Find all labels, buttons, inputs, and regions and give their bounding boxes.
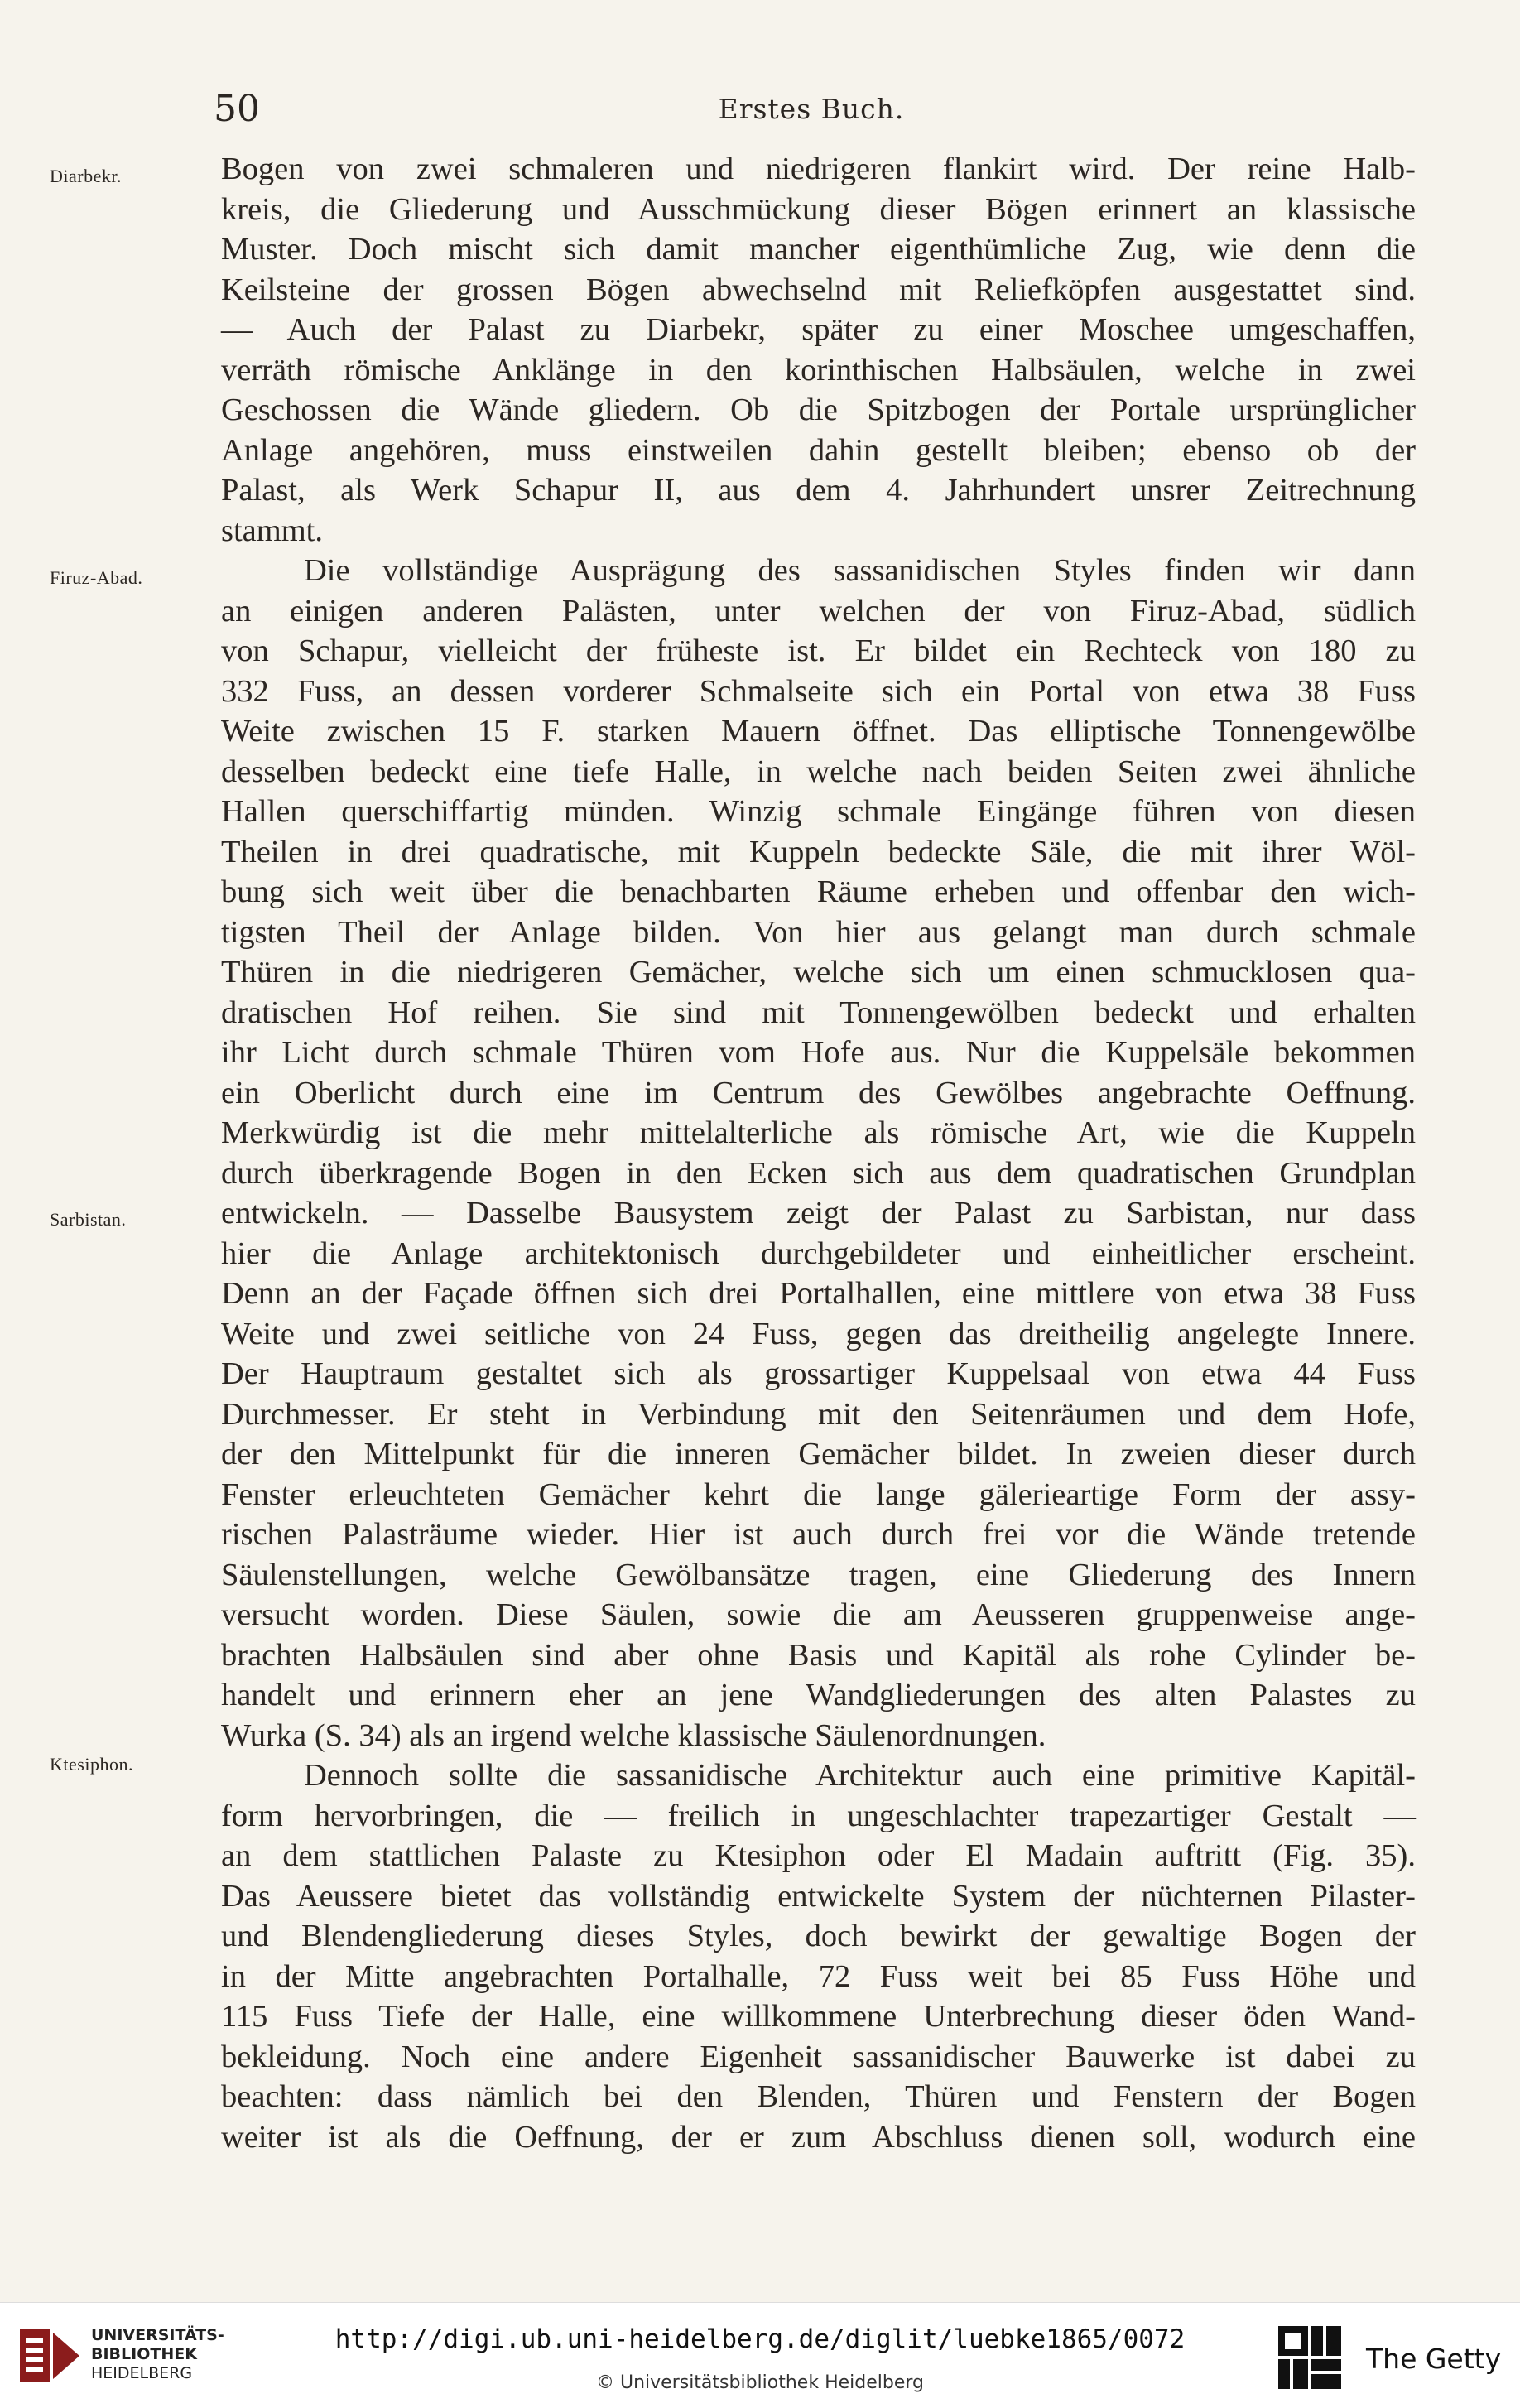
text-line: rischen Palasträume wieder. Hier ist auch durch frei vor die Wände tretende [221,1517,1416,1552]
text-line: Anlage angehören, muss einstweilen dahin gestellt bleiben; ebenso ob der [221,432,1416,468]
text-line: in der Mitte angebrachten Portalhalle, 72 Fuss weit bei 85 Fuss Höhe und [221,1958,1416,1994]
text-line: versucht worden. Diese Säulen, sowie die am Aeusseren gruppenweise ange- [221,1597,1416,1632]
text-line: — Auch der Palast zu Diarbekr, später zu einer Moschee umgeschaffen, [221,312,1416,347]
text-line: Wurka (S. 34) als an irgend welche klassische Säulenordnungen. [221,1717,1046,1753]
text-line: Theilen in drei quadratische, mit Kuppeln bedeckte Säle, die mit ihrer Wöl- [221,834,1416,869]
text-line: entwickeln. — Dasselbe Bausystem zeigt der Palast zu Sarbistan, nur dass [221,1196,1416,1230]
text-line: von Schapur, vielleicht der früheste ist. Er bildet ein Rechteck von 180 zu [221,633,1416,668]
text-line: Weite zwischen 15 F. starken Mauern öffnet. Das elliptische Tonnengewölbe [221,714,1416,749]
margin-note-sarbistan: Sarbistan. [50,1209,127,1230]
text-line: der den Mittelpunkt für die inneren Gemächer bildet. In zweien dieser durch [221,1437,1416,1471]
text-line: form hervorbringen, die — freilich in ungeschlachter trapezartiger Gestalt — [221,1798,1416,1833]
text-line: Keilsteine der grossen Bögen abwechselnd mit Reliefköpfen ausgestattet sind. [221,272,1416,307]
copyright-notice: © Universitätsbibliothek Heidelberg [595,2372,924,2393]
text-line: kreis, die Gliederung und Ausschmückung dieser Bögen erinnert an klassische [221,191,1416,227]
text-line: ein Oberlicht durch eine im Centrum des Gewölbes angebrachte Oeffnung. [221,1075,1416,1110]
text-line: an einigen anderen Palästen, unter welchen der von Firuz-Abad, südlich [221,593,1416,628]
text-line: ihr Licht durch schmale Thüren vom Hofe aus. Nur die Kuppelsäle bekommen [221,1035,1416,1070]
text-line: an dem stattlichen Palaste zu Ktesiphon oder El Madain auftritt (Fig. 35). [221,1838,1416,1873]
margin-note-ktesiphon: Ktesiphon. [50,1754,133,1775]
university-library-name: UNIVERSITÄTS- BIBLIOTHEK HEIDELBERG [91,2326,224,2382]
text-line: weiter ist als die Oeffnung, der er zum Abschluss dienen soll, wodurch eine [221,2119,1416,2155]
text-line: brachten Halbsäulen sind aber ohne Basis und Kapitäl als rohe Cylinder be- [221,1637,1416,1673]
text-line: Durchmesser. Er steht in Verbindung mit den Seitenräumen und dem Hofe, [221,1396,1416,1432]
text-line: Die vollständige Ausprägung des sassanidischen Styles finden wir dann [304,553,1416,588]
text-line: bung sich weit über die benachbarten Räume erheben und offenbar den wich- [221,874,1416,909]
text-line: Denn an der Façade öffnen sich drei Portalhallen, eine mittlere von etwa 38 Fuss [221,1276,1416,1311]
body-text [221,149,1416,2157]
text-line: stammt. [221,513,323,548]
getty-name: The Getty [1366,2343,1502,2375]
running-head: Erstes Buch. [718,93,905,125]
text-line: Hallen querschiffartig münden. Winzig schmale Eingänge führen von diesen [221,794,1416,829]
text-line: Dennoch sollte die sassanidische Architektur auch eine primitive Kapitäl- [304,1758,1416,1793]
text-line: Geschossen die Wände gliedern. Ob die Spitzbogen der Portale ursprünglicher [221,393,1416,427]
text-line: verräth römische Anklänge in den korinthischen Halbsäulen, welche in zwei [221,352,1416,388]
text-line: handelt und erinnern eher an jene Wandgliederungen des alten Palastes zu [221,1678,1416,1712]
text-line: Bogen von zwei schmaleren und niedrigeren flankirt wird. Der reine Halb- [221,152,1416,186]
text-line: Merkwürdig ist die mehr mittelalterliche als römische Art, wie die Kuppeln [221,1115,1416,1150]
margin-note-diarbekr: Diarbekr. [50,166,122,186]
text-line: Muster. Doch mischt sich damit mancher eigenthümliche Zug, wie denn die [221,232,1416,267]
text-line: Palast, als Werk Schapur II, aus dem 4. Jahrhundert unsrer Zeitrechnung [221,473,1416,508]
margin-note-firuz-abad: Firuz-Abad. [50,567,143,588]
text-line: bekleidung. Noch eine andere Eigenheit sassanidischer Bauwerke ist dabei zu [221,2039,1416,2074]
text-line: Der Hauptraum gestaltet sich als grossartiger Kuppelsaal von etwa 44 Fuss [221,1356,1416,1391]
text-line: hier die Anlage architektonisch durchgebildeter und einheitlicher erscheint. [221,1235,1416,1271]
permalink-url[interactable]: http://digi.ub.uni-heidelberg.de/diglit/luebke1865/0072 [334,2324,1186,2354]
getty-logo-icon [1275,2323,1344,2392]
text-line: desselben bedeckt eine tiefe Halle, in welche nach beiden Seiten zwei ähnliche [221,754,1416,789]
text-line: beachten: dass nämlich bei den Blenden, Thüren und Fenstern der Bogen [221,2079,1416,2114]
text-line: Fenster erleuchteten Gemächer kehrt die lange gälerieartige Form der assy- [221,1476,1416,1512]
viewer-footer [0,2302,1520,2408]
text-line: und Blendengliederung dieses Styles, doch bewirkt der gewaltige Bogen der [221,1919,1416,1953]
text-line: tigsten Theil der Anlage bilden. Von hier aus gelangt man durch schmale [221,914,1416,950]
text-line: Säulenstellungen, welche Gewölbansätze tragen, eine Gliederung des Innern [221,1557,1416,1592]
text-line: dratischen Hof reihen. Sie sind mit Tonnengewölben bedeckt und erhalten [221,995,1416,1030]
text-line: Das Aeussere bietet das vollständig entwickelte System der nüchternen Pilaster- [221,1878,1416,1914]
text-line: durch überkragende Bogen in den Ecken sich aus dem quadratischen Grundplan [221,1155,1416,1191]
text-line: 115 Fuss Tiefe der Halle, eine willkommene Unterbrechung dieser öden Wand- [221,1999,1416,2034]
page-number: 50 [214,88,260,130]
page-header [207,88,1416,137]
text-line: Weite und zwei seitliche von 24 Fuss, gegen das dreitheilig angelegte Innere. [221,1316,1416,1351]
text-line: Thüren in die niedrigeren Gemächer, welche sich um einen schmucklosen qua- [221,955,1416,990]
text-line: 332 Fuss, an dessen vorderer Schmalseite sich ein Portal von etwa 38 Fuss [221,673,1416,709]
